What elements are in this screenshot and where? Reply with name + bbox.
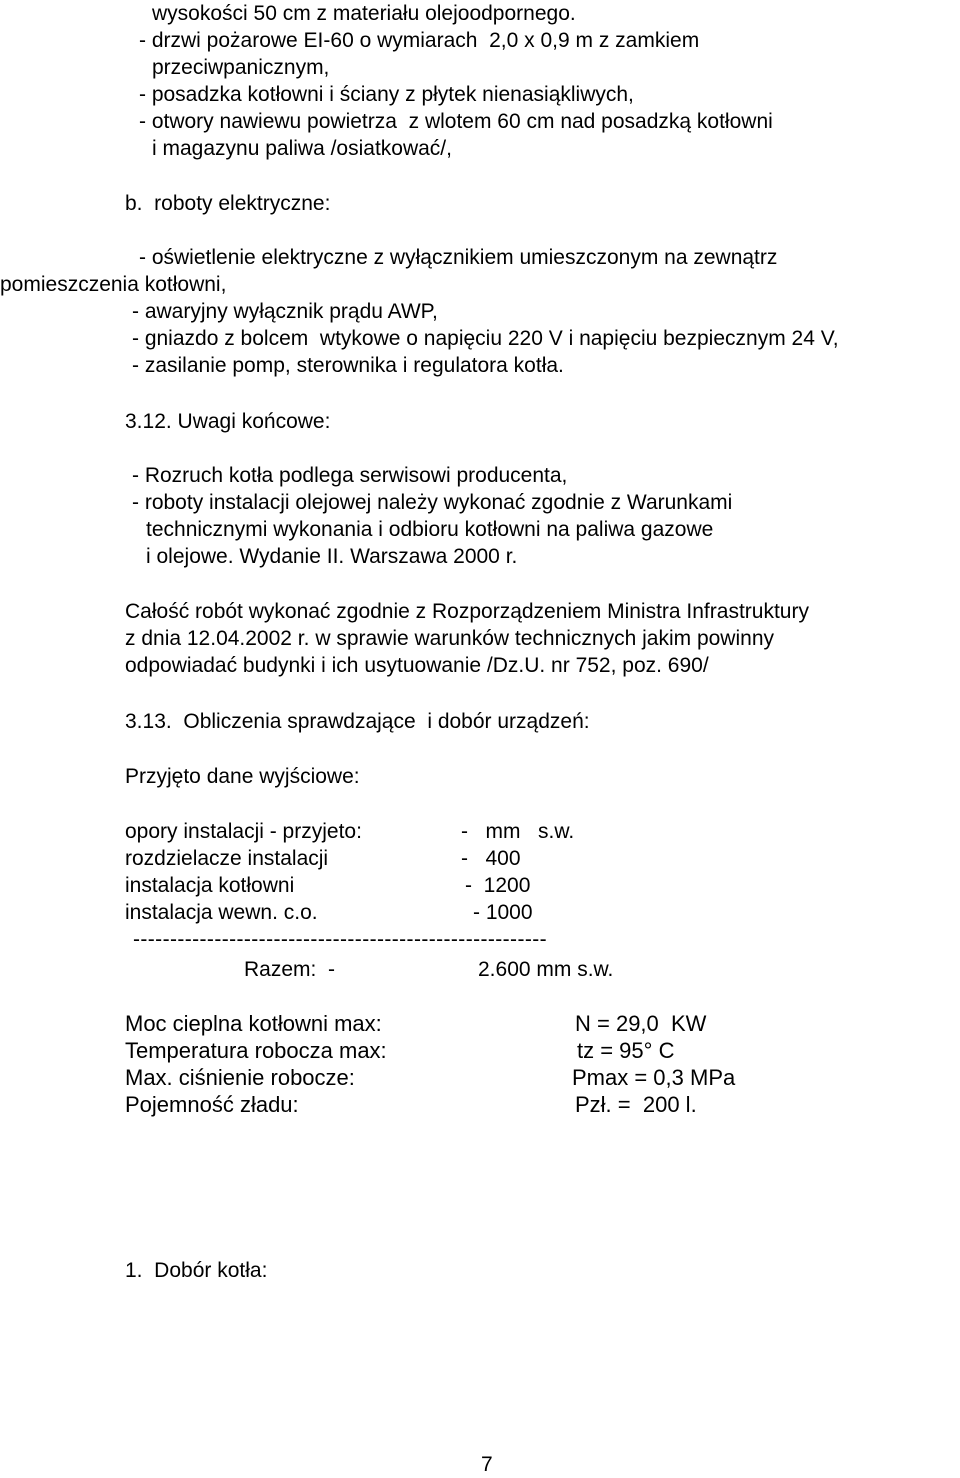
list-item: - roboty instalacji olejowej należy wykonać zgodnie z Warunkami: [132, 491, 733, 514]
param-value: N = 29,0 KW: [575, 1011, 707, 1036]
param-label: Max. ciśnienie robocze:: [125, 1065, 355, 1090]
list-item: - awaryjny wyłącznik prądu AWP,: [132, 300, 438, 323]
param-value: tz = 95° C: [577, 1038, 675, 1063]
resistance-label: instalacja kotłowni: [125, 874, 295, 897]
text-line: i magazynu paliwa /osiatkować/,: [152, 137, 452, 160]
text-line: wysokości 50 cm z materiału olejoodpornego.: [152, 2, 576, 25]
page-number: 7: [481, 1453, 493, 1476]
list-item-continuation: technicznymi wykonania i odbioru kotłowni na paliwa gazowe: [146, 518, 714, 541]
resistance-label: rozdzielacze instalacji: [125, 847, 329, 870]
param-label: Pojemność zładu:: [125, 1092, 299, 1117]
resistance-label: instalacja wewn. c.o.: [125, 901, 318, 924]
separator-line: --------------------------------------------------------: [133, 928, 548, 951]
list-item: - oświetlenie elektryczne z wyłącznikiem umieszczonym na zewnątrz: [139, 246, 778, 269]
list-item-continuation: pomieszczenia kotłowni,: [0, 273, 227, 296]
list-item-continuation: i olejowe. Wydanie II. Warszawa 2000 r.: [146, 545, 518, 568]
param-label: Temperatura robocza max:: [125, 1038, 387, 1063]
paragraph-line: Całość robót wykonać zgodnie z Rozporządzeniem Ministra Infrastruktury: [125, 600, 809, 623]
text-line: - otwory nawiewu powietrza z wlotem 60 cm nad posadzką kotłowni: [139, 110, 773, 133]
subheading: Przyjęto dane wyjściowe:: [125, 765, 360, 788]
paragraph-line: z dnia 12.04.2002 r. w sprawie warunków technicznych jakim powinny: [125, 627, 775, 650]
resistance-value: - 400: [461, 847, 521, 870]
section-heading: b. roboty elektryczne:: [125, 192, 331, 215]
total-value: 2.600 mm s.w.: [478, 958, 614, 981]
list-item: - gniazdo z bolcem wtykowe o napięciu 220 V i napięciu bezpiecznym 24 V,: [132, 327, 839, 350]
resistance-value: - 1200: [465, 874, 531, 897]
text-line: przeciwpanicznym,: [152, 56, 330, 79]
list-item: - zasilanie pomp, sterownika i regulatora kotła.: [132, 354, 564, 377]
section-heading: 3.12. Uwagi końcowe:: [125, 410, 331, 433]
text-line: - drzwi pożarowe EI-60 o wymiarach 2,0 x 0,9 m z zamkiem: [139, 29, 700, 52]
subheading: 1. Dobór kotła:: [125, 1259, 268, 1282]
resistance-value: - mm s.w.: [461, 820, 575, 843]
param-label: Moc cieplna kotłowni max:: [125, 1011, 382, 1036]
text-line: - posadzka kotłowni i ściany z płytek nienasiąkliwych,: [139, 83, 634, 106]
param-value: Pzł. = 200 l.: [575, 1092, 697, 1117]
paragraph-line: odpowiadać budynki i ich usytuowanie /Dz.U. nr 752, poz. 690/: [125, 654, 709, 677]
resistance-label: opory instalacji - przyjeto:: [125, 820, 362, 843]
list-item: - Rozruch kotła podlega serwisowi producenta,: [132, 464, 568, 487]
section-heading: 3.13. Obliczenia sprawdzające i dobór urządzeń:: [125, 710, 590, 733]
resistance-value: - 1000: [473, 901, 533, 924]
total-label: Razem: -: [244, 958, 336, 981]
param-value: Pmax = 0,3 MPa: [572, 1065, 736, 1090]
